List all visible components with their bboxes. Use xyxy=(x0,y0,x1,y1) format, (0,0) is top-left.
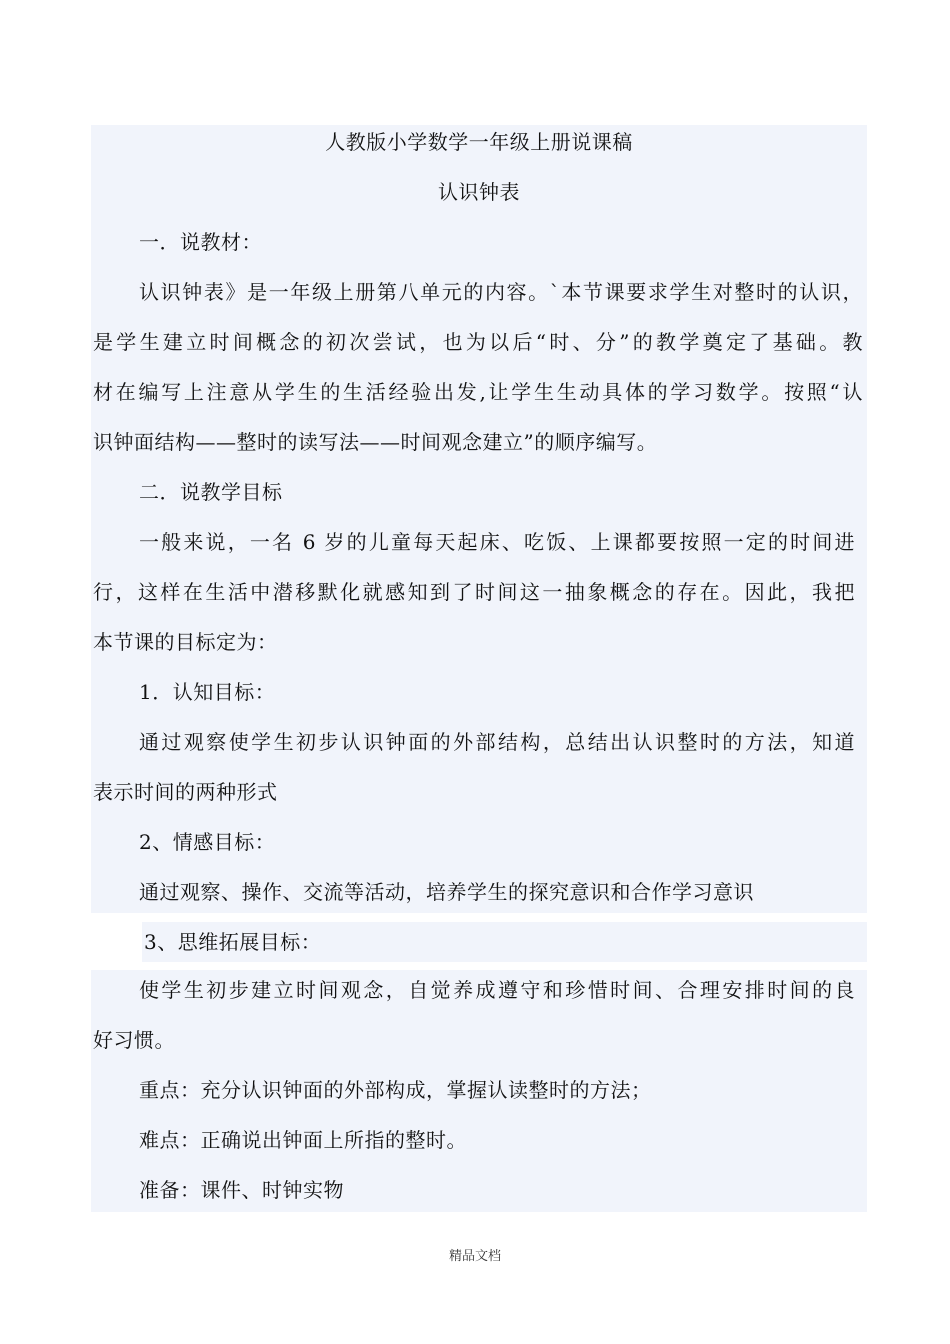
paragraph-line: 表示时间的两种形式 xyxy=(93,780,278,804)
paragraph-line: 识钟面结构——整时的读写法——时间观念建立”的顺序编写。 xyxy=(93,430,658,454)
paragraph-line: 好习惯。 xyxy=(93,1028,175,1052)
document-title: 人教版小学数学一年级上册说课稿 xyxy=(325,130,633,154)
paragraph-line: 使学生初步建立时间观念，自觉养成遵守和珍惜时间、合理安排时间的良 xyxy=(139,978,855,1002)
key-point: 重点：充分认识钟面的外部构成，掌握认读整时的方法； xyxy=(139,1078,652,1102)
paragraph-line: 通过观察、操作、交流等活动，培养学生的探究意识和合作学习意识 xyxy=(139,880,754,904)
paragraph-line: 一般来说，一名 6 岁的儿童每天起床、吃饭、上课都要按照一定的时间进 xyxy=(139,530,855,554)
page-footer: 精品文档 xyxy=(448,1249,501,1264)
section-heading-objectives: 二．说教学目标 xyxy=(139,480,283,504)
paragraph-line: 是学生建立时间概念的初次尝试，也为以后“时、分”的教学奠定了基础。教 xyxy=(93,330,863,354)
section-heading-textbook: 一．说教材： xyxy=(139,230,262,254)
paragraph-line: 通过观察使学生初步认识钟面的外部结构，总结出认识整时的方法，知道 xyxy=(139,730,855,754)
paragraph-line: 行，这样在生活中潜移默化就感知到了时间这一抽象概念的存在。因此，我把 xyxy=(93,580,855,604)
paragraph-line: 本节课的目标定为： xyxy=(93,630,278,654)
paragraph-line: 认识钟表》是一年级上册第八单元的内容。`本节课要求学生对整时的认识， xyxy=(139,280,863,304)
preparation: 准备：课件、时钟实物 xyxy=(139,1178,344,1202)
objective-heading-cognitive: 1．认知目标： xyxy=(139,680,276,704)
objective-heading-emotional: 2、情感目标： xyxy=(139,830,276,854)
objective-heading-thinking: 3、思维拓展目标： xyxy=(144,930,322,954)
document-subtitle: 认识钟表 xyxy=(438,180,520,204)
difficult-point: 难点：正确说出钟面上所指的整时。 xyxy=(139,1128,467,1152)
paragraph-line: 材在编写上注意从学生的生活经验出发,让学生生动具体的学习数学。按照“认 xyxy=(93,380,863,404)
